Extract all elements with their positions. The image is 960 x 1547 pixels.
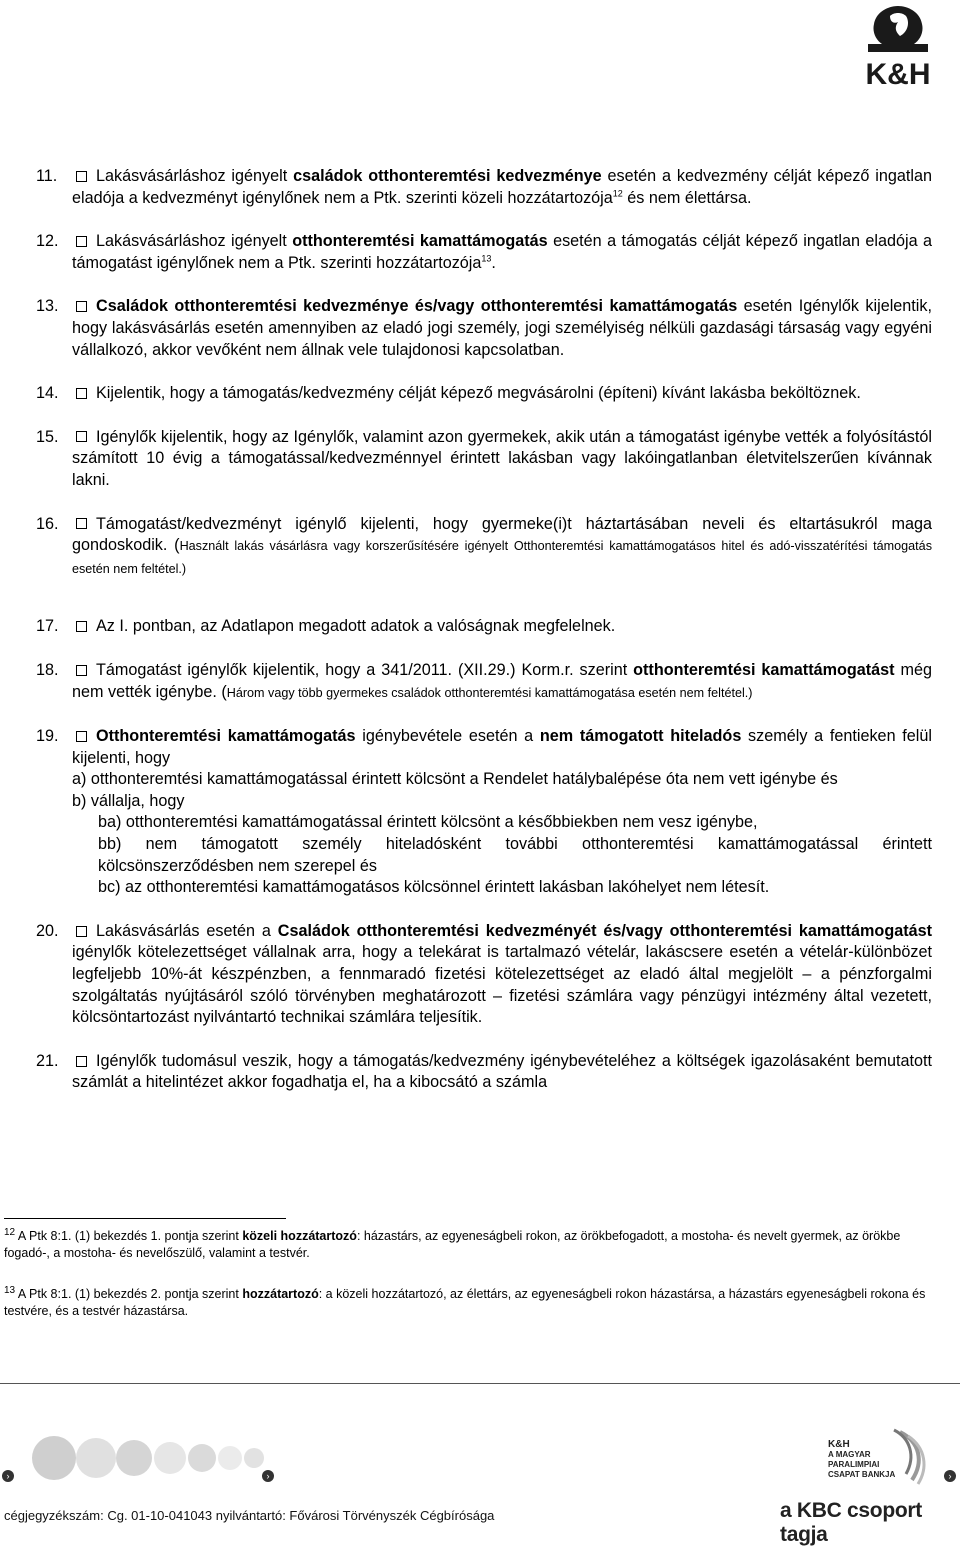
decorative-circles (28, 1428, 268, 1488)
text-run: : házastárs, az egyeneságbeli rokon, az örökbefogadott, a mostoha- és nevelt gyermek, az örökbe fogadó-, a mostoha- és nevelőszülő, valamint a testvér. (4, 1229, 901, 1260)
checkbox[interactable] (76, 171, 87, 182)
checkbox[interactable] (76, 236, 87, 247)
sub-clause: bc) az otthonteremtési kamattámogatásos kölcsönnel érintett lakásban lakóhelyet nem létesít. (98, 878, 770, 897)
checkbox[interactable] (76, 431, 87, 442)
emphasis-text: otthonteremtési kamattámogatás (292, 232, 548, 251)
item-number: 20. (36, 921, 59, 940)
item-number: 16. (36, 514, 59, 533)
text-run: esetén a támogatás célját képező ingatlan eladója a támogatást igénylőnek nem a Ptk. szerinti hozzátartozója (72, 232, 932, 272)
arrow-icon: › (2, 1470, 14, 1482)
kbc-group-label: a KBC csoport tagja (780, 1499, 922, 1546)
emphasis-text: közeli hozzátartozó (242, 1229, 357, 1243)
text-run: Kijelentik, hogy a támogatás/kedvezmény célját képező megvásárolni (építeni) kívánt lakásba beköltöznek. (96, 384, 861, 403)
item-number: 11. (36, 167, 58, 185)
footnote-separator (4, 1218, 286, 1219)
declaration-item (36, 231, 932, 274)
emphasis-text: családok otthonteremtési kedvezménye (293, 167, 602, 185)
checkbox[interactable] (76, 1056, 87, 1067)
item-number: 12. (36, 232, 59, 251)
item-number: 19. (36, 727, 59, 746)
kh-logo (850, 2, 946, 88)
text-run: : a közeli hozzátartozó, az élettárs, az egyeneságbeli rokon házastársa, a házastárs egyeneságbeli rokona és testvére, és a testvér házastársa. (4, 1287, 926, 1318)
emphasis-text: Családok otthonteremtési kedvezménye és/vagy otthonteremtési kamattámogatás (96, 297, 738, 316)
checkbox[interactable] (76, 621, 87, 632)
item-number: 14. (36, 384, 59, 403)
text-run: esetén a kedvezmény célját képező ingatlan eladója a kedvezményt igénylőnek nem a Ptk. szerinti közeli hozzátartozója (72, 167, 932, 207)
footer-divider (0, 1383, 960, 1384)
text-run: Lakásvásárláshoz igényelt (96, 232, 293, 251)
company-registry: cégjegyzékszám: Cg. 01-10-041043 nyilvántartó: Fővárosi Törvényszék Cégbírósága (4, 1508, 495, 1523)
text-run: Három vagy több gyermekes családok otthonteremtési kamattámogatása esetén nem feltétel. (226, 685, 749, 700)
text-run: A Ptk 8:1. (1) bekezdés 1. pontja szerint (15, 1229, 243, 1243)
declaration-item (36, 166, 932, 209)
sub-clause: a) otthonteremtési kamattámogatással érintett kölcsönt a Rendelet hatálybalépése óta nem vett igénybe és (72, 770, 838, 789)
text-run: Lakásvásárlás esetén a (96, 921, 278, 940)
text-run: Támogatást/kedvezményt igénylő kijelenti, hogy gyermeke(i)t háztartásában neveli és eltartásukról maga gondoskodik. ( (72, 514, 932, 555)
emphasis-text: otthonteremtési kamattámogatást (633, 660, 895, 679)
declaration-item (36, 427, 932, 492)
emphasis-text: Családok otthonteremtési kedvezményét és/vagy otthonteremtési kamattámogatást (277, 921, 933, 940)
checkbox[interactable] (76, 518, 87, 529)
text-run: még nem vették igénybe. ( (72, 660, 932, 701)
footnote-ref: 13 (481, 253, 492, 264)
text-run: Támogatást igénylők kijelentik, hogy a 341/2011. (XII.29.) Korm.r. szerint (96, 660, 634, 679)
emphasis-text: Otthonteremtési kamattámogatás (96, 727, 356, 746)
text-run: A Ptk 8:1. (1) bekezdés 2. pontja szerint (15, 1287, 243, 1301)
text-run: és nem élettársa. (622, 188, 752, 207)
text-run: személy a fentieken felül kijelenti, hogy (72, 727, 932, 767)
text-run: ) (748, 685, 753, 700)
text-run: esetén Igénylők kijelentik, hogy lakásvásárlás esetén amennyiben az eladó jogi személy, jogi személyiség nélküli gazdasági társaság vagy egyéni vállalkozó, akkor vevőként nem állnak vele tulajdonosi kapcsolatban. (72, 297, 932, 359)
logo-text: K&H (865, 58, 931, 88)
footnote (4, 1228, 932, 1262)
text-run: igénybevétele esetén a (355, 727, 540, 746)
text-run: ) (181, 561, 187, 576)
declaration-item (36, 616, 932, 638)
text-run: . (491, 253, 496, 272)
text-run: Használt lakás vásárlásra vagy korszerűsítésére igényelt Otthonteremtési kamattámogatásos hitel és adó-visszatérítési támogatás esetén nem feltétel. (72, 539, 932, 576)
checkbox[interactable] (76, 926, 87, 937)
sub-clause: ba) otthonteremtési kamattámogatással érintett kölcsönt a későbbiekben nem vesz igénybe, (98, 813, 758, 832)
emphasis-text: hozzátartozó (242, 1287, 319, 1301)
item-number: 21. (36, 1051, 59, 1070)
checkbox[interactable] (76, 388, 87, 399)
text-run: Lakásvásárláshoz igényelt (96, 167, 294, 185)
footnote (4, 1286, 932, 1320)
text-run: Igénylők tudomásul veszik, hogy a támogatás/kedvezmény igénybevételéhez a költségek igazolásaként bemutatott számlát a hitelintézet akkor fogadhatja el, ha a kibocsátó a számla (72, 1051, 932, 1092)
sub-clause: bb) nem támogatott személy hiteladósként további otthonteremtési kamattámogatással érintett kölcsönszerződésben nem szerepel és (98, 835, 932, 875)
item-number: 15. (36, 427, 59, 446)
text-run: Igénylők kijelentik, hogy az Igénylők, valamint azon gyermekek, akik után a támogatást igénybe vették a folyósítástól számított 10 évig a támogatással/kedvezménnyel érintett lakásban vagy lakóingatlanban életvitelszerűen kívánnak lakni. (72, 427, 932, 489)
declaration-item (36, 296, 932, 361)
declaration-list (36, 166, 932, 1094)
declaration-item (36, 726, 932, 899)
item-number: 13. (36, 297, 59, 316)
declaration-item (36, 660, 932, 704)
text-run: Az I. pontban, az Adatlapon megadott adatok a valóságnak megfelelnek. (96, 617, 616, 636)
arrow-icon: › (944, 1470, 956, 1482)
emphasis-text: nem támogatott hiteladós (539, 727, 742, 746)
checkbox[interactable] (76, 301, 87, 312)
declaration-item (36, 1051, 932, 1094)
checkbox[interactable] (76, 731, 87, 742)
footnote-number: 13 (4, 1284, 16, 1296)
paralympic-text: K&H A MAGYAR PARALIMPIAI CSAPAT BANKJA (828, 1439, 896, 1479)
item-number: 18. (36, 660, 59, 679)
sub-clause: b) vállalja, hogy (72, 791, 185, 810)
checkbox[interactable] (76, 665, 87, 676)
declaration-item (36, 514, 932, 581)
text-run: igénylők kötelezettséget vállalnak arra, hogy a telekárat is tartalmazó vételár, lakáscsere esetén a vételár-különbözet legfeljebb 10%-át készpénzben, a fennmaradó fizetési kötelezettséget az eladó által megjelölt – a pénzforgalmi szolgáltatás nyújtásáról szóló törvényben meghatározott – fizetési számlára vagy pénzügyi intézmény által vezetett, kölcsöntartozást nyilvántartó technikai számlára teljesítik. (72, 943, 932, 1027)
declaration-item (36, 921, 932, 1029)
item-number: 17. (36, 617, 59, 636)
footnote-number: 12 (4, 1226, 16, 1238)
declaration-item (36, 383, 932, 405)
arrow-icon: › (262, 1470, 274, 1482)
declarations (36, 166, 932, 1094)
footnote-ref: 12 (612, 188, 623, 199)
